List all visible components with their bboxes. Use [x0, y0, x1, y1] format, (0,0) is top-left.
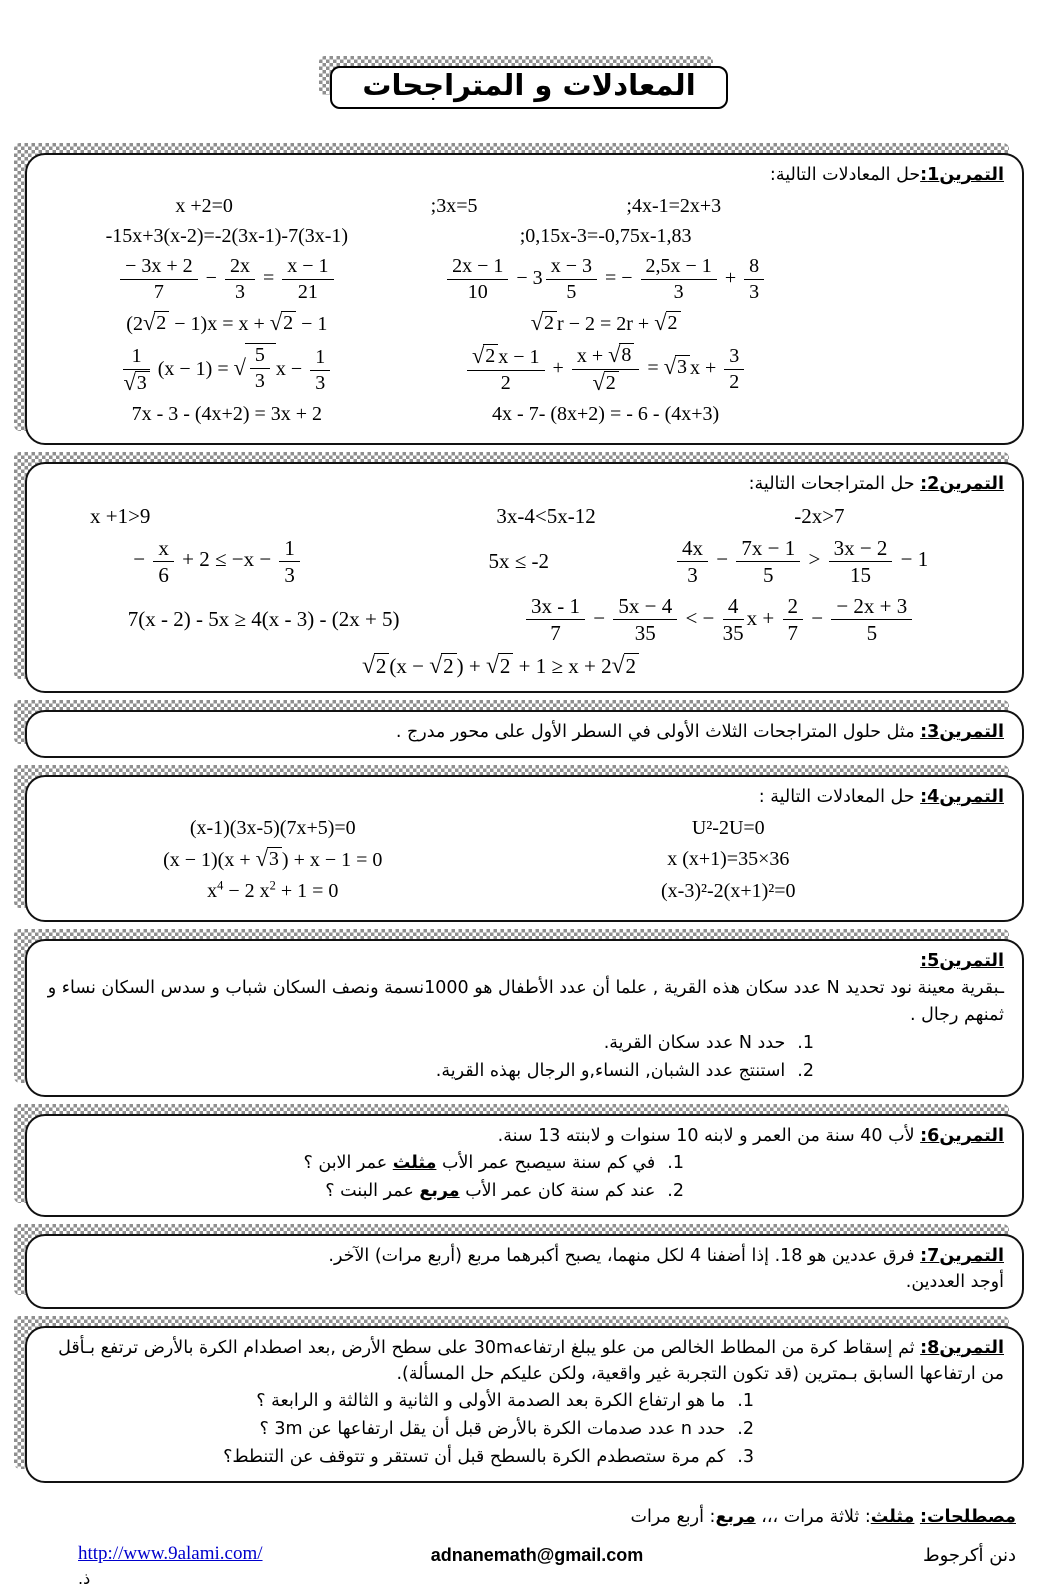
item-text: كم مرة ستصطدم الكرة بالسطح قبل أن تستقر و تتوقف عن التنطط؟: [223, 1447, 726, 1468]
exercise-2-box: [25, 462, 1024, 694]
list-item: [45, 1057, 814, 1085]
exercise-1-intro: حل المعادلات التالية:: [769, 165, 921, 185]
equation: (2 √ 2 − 1)x = x + √ 2 − 1: [126, 310, 328, 336]
equation: $x^4 - 2$ $x^2 + 1 = 0$: [207, 878, 339, 903]
equation: √ 2 r − 2 = 2r + √ 2: [409, 311, 803, 336]
exercise-5-label: التمرين5:: [920, 951, 1004, 972]
exercise-7-box: [25, 1234, 1024, 1308]
item-number: 2.: [667, 1181, 684, 1202]
exercise-2-intro: حل المتراجحات التالية:: [748, 473, 921, 494]
exercise-8-label: التمرين8:: [920, 1337, 1004, 1358]
exercise-4-equations: [45, 817, 956, 903]
item-text: ما هو ارتفاع الكرة بعد الصدمة الأولى و الثانية و الثالثة و الرابعة ؟: [256, 1391, 726, 1412]
list-item: [45, 1415, 754, 1443]
inequality: − $\frac{x}{6}$ + 2 ≤ −x − $\frac{1}{3}$: [45, 536, 391, 587]
item-number: 1.: [737, 1391, 754, 1412]
inequality: 3x-4<5x-12: [496, 503, 596, 528]
item-text: عند كم سنة كان عمر الأب مربع عمر البنت ؟: [325, 1181, 656, 1202]
website-link[interactable]: http://www.9alami.com/: [78, 1543, 263, 1565]
exercise-5-box: [25, 939, 1024, 1097]
inequality: 7(x - 2) - 5x ≥ 4(x - 3) - (2x + 5): [127, 607, 400, 632]
inequality: $\frac{4x}{3}$ − $\frac{7x - 1}{5}$ > $\frac{3x - 2}{15}$ − 1: [646, 536, 956, 587]
exercise-6-label: التمرين6:: [920, 1125, 1004, 1146]
exercise-6-box: [25, 1114, 1024, 1217]
exercise-8-header: [45, 1335, 1004, 1388]
equation: x (x+1)=35×36: [667, 847, 790, 870]
exercise-3-label: التمرين3:: [920, 722, 1004, 743]
equation: (x-3)²-2(x+1)²=0: [661, 879, 796, 902]
exercise-3-header: [45, 719, 1004, 745]
email-text: adnanemath@gmail.com: [430, 1545, 644, 1566]
item-number: 2.: [737, 1419, 754, 1440]
exercise-2-inequalities: [45, 504, 956, 680]
equation: $\frac{2x - 1}{10}$ − 3 $\frac{x - 3}{5}$ = − $\frac{2,5x - 1}{3}$ + $\frac{8}{3}$: [409, 255, 803, 304]
page-footer: [58, 1543, 1016, 1588]
list-item: [45, 1387, 754, 1415]
item-number: 3.: [737, 1447, 754, 1468]
item-number: 1.: [667, 1153, 684, 1174]
list-item: [45, 1177, 684, 1205]
exercise-7-header: [45, 1243, 1004, 1269]
exercise-7-text-2: أوجد العددين.: [905, 1272, 1004, 1293]
list-item: [45, 1149, 684, 1177]
equation: U²-2U=0: [691, 816, 765, 839]
list-item: [45, 1443, 754, 1471]
footer-note: ذ.: [78, 1569, 91, 1588]
inequality: √ 2 (x − √ 2 ) + √ 2 + 1 ≥ x + 2 √ 2: [45, 653, 956, 679]
exercise-3-box: [25, 710, 1024, 757]
exercise-8-body: ثم إسقاط كرة من المطاط الخالص من علو يبلغ ارتفاعه30m على سطح الأرض ,بعد اصطدام الكرة بالأرض ترتفع بـأقل من ارتفاعها السابق بـمترين (قد تكون التجربة غير واقعية، ولكن عليكم حل المسألة).: [58, 1337, 1004, 1384]
exercise-1-equations: [45, 195, 803, 425]
exercise-4-box: [25, 775, 1024, 923]
item-text: حدد n عدد صدمات الكرة بالأرض قبل أن يقل ارتفاعها عن 3m ؟: [259, 1419, 726, 1440]
equation: ;0,15x-3=-0,75x-1,83: [519, 225, 692, 248]
exercise-8-box: [25, 1326, 1024, 1484]
exercise-2-label: التمرين2:: [920, 473, 1004, 494]
exercise-1-box: [25, 153, 1024, 445]
exercise-7-label: التمرين7:: [920, 1246, 1004, 1267]
equation: 7x - 3 - (4x+2) = 3x + 2: [131, 402, 323, 425]
exercise-7-text: فرق عددين هو 18. إذا أضفنا 4 لكل منهما، يصبح أكبرهما مربع (أربع مرات) الآخر.: [328, 1246, 921, 1267]
equation: ;4x-1=2x+3: [626, 195, 722, 218]
page-title: المعادلات و المتراجحات: [330, 66, 727, 109]
equation: (x − 1)(x + √ 3 ) + x − 1 = 0: [163, 845, 383, 871]
list-item: [45, 1029, 814, 1057]
inequality: 5x ≤ -2: [488, 549, 549, 574]
exercise-4-header: [45, 784, 1004, 810]
equation: 1 √ 3 (x − 1) = √ $\frac{5}{3}$ x − $\frac{1}{3}$: [45, 343, 409, 396]
exercise-5-list: [45, 1029, 1004, 1085]
terminology-line: مصطلحات: مثلث: ثلاثة مرات ،،، مربع: أربع مرات: [630, 1507, 1016, 1528]
equation: ;3x=5: [430, 195, 478, 218]
equation: √ 2 x − 1 2 + x + √ 8 √ 2 = √ 3 x + $\frac{3}{2}$: [409, 343, 803, 396]
exercise-8-list: [45, 1387, 1004, 1471]
exercise-2-header: [45, 471, 1004, 497]
equation: $\frac{- 3x + 2}{7}$ − $\frac{2x}{3}$ = $\frac{x - 1}{21}$: [45, 255, 409, 304]
exercise-1-header: [45, 162, 1004, 188]
equation: -15x+3(x-2)=-2(3x-1)-7(3x-1): [105, 225, 349, 248]
exercise-5-body: ـبقرية معينة نود تحديد N عدد سكان هذه القرية , علما أن عدد الأطفال هو 1000نسمة ونصف السكان شباب و سدس السكان نساء و ثمنهم رجال .: [47, 977, 1004, 1025]
author-name: دنن أكرجوط: [922, 1545, 1016, 1567]
inequality: $\frac{3x - 1}{7}$ − $\frac{5x - 4}{35}$ < − $\frac{4}{35}$ x + $\frac{2}{7}$ − $\frac{- 2x + 3}{5}$: [482, 594, 956, 645]
item-number: 1.: [797, 1032, 814, 1053]
exercise-1-label: التمرين1:: [920, 165, 1004, 185]
inequality: x +1>9: [90, 503, 151, 528]
equation: x +2=0: [175, 195, 233, 218]
exercise-4-label: التمرين4:: [920, 786, 1004, 807]
exercise-5-header: [45, 948, 1004, 974]
item-number: 2.: [797, 1060, 814, 1081]
equation: 4x - 7- (8x+2) = - 6 - (4x+3): [492, 402, 720, 425]
exercise-6-header: [45, 1123, 1004, 1149]
item-text: استنتج عدد الشبان, النساء,و الرجال بهذه القرية.: [435, 1060, 786, 1081]
item-text: حدد N عدد سكان القرية.: [603, 1032, 786, 1053]
item-text: في كم سنة سيصبح عمر الأب مثلث عمر الابن ؟: [303, 1153, 656, 1174]
inequality: -2x>7: [794, 503, 845, 528]
exercise-6-list: [45, 1149, 1004, 1205]
equation: (x-1)(3x-5)(7x+5)=0: [189, 816, 356, 839]
exercise-4-intro: حل المعادلات التالية :: [758, 786, 921, 807]
exercise-3-text: مثل حلول المتراجحات الثلاث الأولى في السطر الأول على محور مدرج .: [395, 722, 921, 743]
exercise-6-intro: لأب 40 سنة من العمر و لابنه 10 سنوات و لابنته 13 سنة.: [497, 1125, 921, 1146]
footer-left: [58, 1543, 396, 1588]
